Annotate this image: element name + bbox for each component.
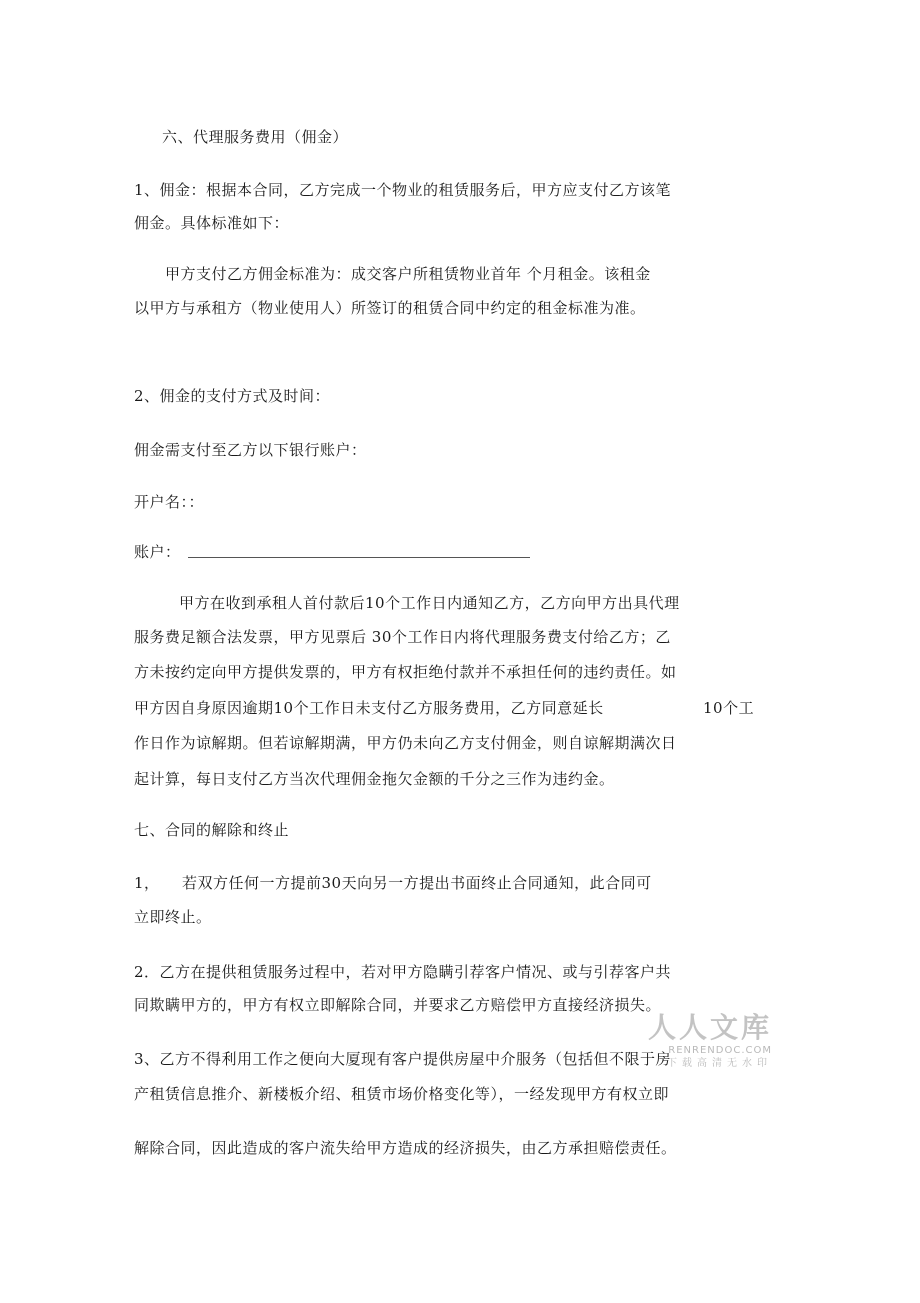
paragraph-line-end: 10个工 — [703, 699, 755, 717]
paragraph-line: 以甲方与承租方（物业使用人）所签订的租赁合同中约定的租金标准为准。 — [134, 299, 646, 317]
paragraph-line: 同欺瞒甲方的，甲方有权立即解除合同，并要求乙方赔偿甲方直接经济损失。 — [134, 996, 662, 1014]
paragraph-line: 甲方支付乙方佣金标准为：成交客户所租赁物业首年 个月租金。该租金 — [165, 265, 651, 283]
paragraph-line: 2．乙方在提供租赁服务过程中，若对甲方隐瞒引荐客户情况、或与引荐客户共 — [134, 963, 672, 981]
account-number-label: 账户： — [134, 543, 181, 561]
payment-method-heading: 2、佣金的支付方式及时间： — [134, 387, 331, 405]
paragraph-line: 产租赁信息推介、新楼板介绍、租赁市场价格变化等），一经发现甲方有权立即 — [134, 1085, 670, 1103]
paragraph-line: 若双方任何一方提前30天向另一方提出书面终止合同通知，此合同可 — [182, 874, 652, 892]
paragraph-line: 作日作为谅解期。但若谅解期满，甲方仍未向乙方支付佣金，则自谅解期满次日 — [134, 734, 677, 752]
section-7-heading: 七、合同的解除和终止 — [134, 821, 290, 839]
account-name-label: 开户名：： — [134, 493, 205, 511]
paragraph-line: 立即终止。 — [134, 908, 212, 926]
watermark-domain: RENRENDOC.COM — [668, 1045, 772, 1056]
watermark-tagline: 下载高清无水印 — [667, 1058, 772, 1069]
account-number-blank — [188, 557, 530, 558]
paragraph-line: 3、乙方不得利用工作之便向大厦现有客户提供房屋中介服务（包括但不限于房 — [134, 1050, 672, 1068]
watermark — [648, 1012, 772, 1070]
paragraph-line: 解除合同，因此造成的客户流失给甲方造成的经济损失，由乙方承担赔偿责任。 — [134, 1139, 677, 1157]
bank-account-intro: 佣金需支付至乙方以下银行账户： — [134, 441, 367, 459]
paragraph-line: 甲方因自身原因逾期10个工作日未支付乙方服务费用，乙方同意延长 — [134, 699, 604, 717]
section-6-heading: 六、代理服务费用（佣金） — [162, 128, 349, 146]
paragraph-line: 1、佣金：根据本合同，乙方完成一个物业的租赁服务后，甲方应支付乙方该笔 — [134, 181, 672, 199]
item-number: 1， — [134, 874, 160, 892]
paragraph-line: 起计算，每日支付乙方当次代理佣金拖欠金额的千分之三作为违约金。 — [134, 770, 615, 788]
watermark-title: 人人文库 — [648, 1011, 773, 1044]
paragraph-line: 服务费足额合法发票，甲方见票后 30个工作日内将代理服务费支付给乙方；乙 — [134, 628, 671, 646]
paragraph-line: 甲方在收到承租人首付款后10个工作日内通知乙方，乙方向甲方出具代理 — [179, 594, 680, 612]
paragraph-line: 佣金。具体标准如下： — [134, 214, 290, 232]
paragraph-line: 方未按约定向甲方提供发票的，甲方有权拒绝付款并不承担任何的违约责任。如 — [134, 663, 677, 681]
